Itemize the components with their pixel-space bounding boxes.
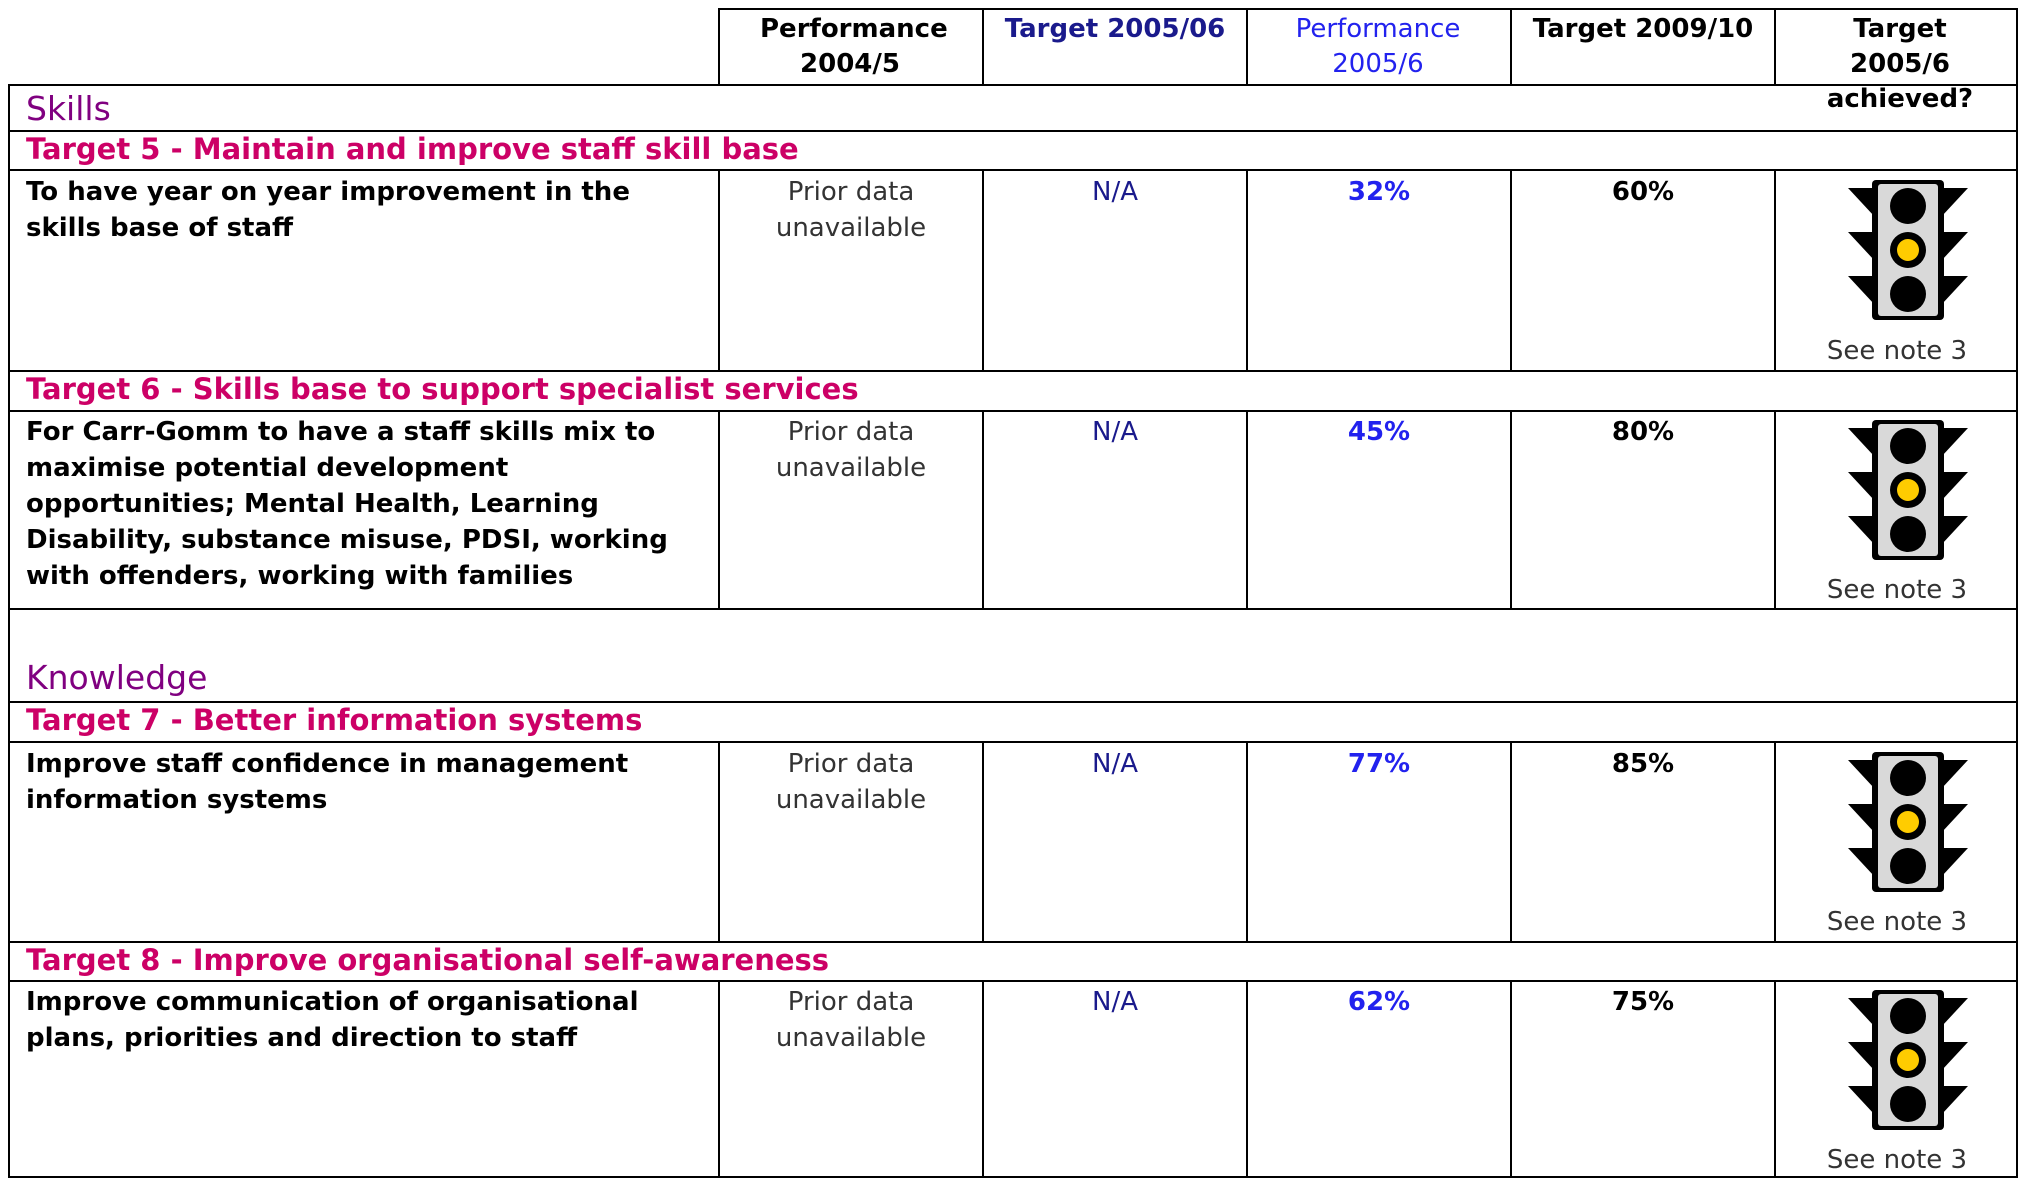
performance-2004-5-value: Prior data unavailable: [775, 417, 927, 483]
target-2009-10-value: 85%: [1611, 749, 1675, 779]
table-left-border: [8, 84, 10, 1178]
see-note-label: See note 3: [1826, 907, 1968, 937]
performance-2005-6-value: 45%: [1347, 417, 1411, 447]
column-divider: [718, 8, 720, 86]
see-note-label: See note 3: [1826, 1145, 1968, 1175]
performance-2004-5-value: Prior data unavailable: [775, 177, 927, 243]
traffic-light-amber-icon: [1848, 180, 1968, 320]
target-2005-06-value: N/A: [1092, 177, 1138, 207]
see-note-label: See note 3: [1826, 336, 1968, 366]
target-title: Target 8 - Improve organisational self-awareness: [26, 943, 830, 977]
target-2009-10-value: 60%: [1611, 177, 1675, 207]
header-target-2009-10: Target 2009/10: [1532, 14, 1754, 44]
section-title: Skills: [26, 89, 111, 128]
row-divider: [8, 741, 2018, 743]
performance-2004-5-value: Prior data unavailable: [775, 987, 927, 1053]
traffic-light-amber-icon: [1848, 990, 1968, 1130]
row-divider: [8, 410, 2018, 412]
traffic-light-amber-icon: [1848, 752, 1968, 892]
target-2009-10-value: 80%: [1611, 417, 1675, 447]
target-2005-06-value: N/A: [1092, 749, 1138, 779]
header-performance-2005-6: Performance 2005/6: [1295, 14, 1461, 79]
target-title: Target 6 - Skills base to support specialist services: [26, 372, 859, 406]
target-description: To have year on year improvement in the skills base of staff: [26, 177, 630, 243]
see-note-label: See note 3: [1826, 575, 1968, 605]
target-description: Improve communication of organisational plans, priorities and direction to staff: [26, 987, 639, 1053]
header-target-2005-06: Target 2005/06: [1004, 14, 1226, 44]
header-target-achieved: Target 2005/6 achieved?: [1826, 14, 1974, 114]
column-divider: [1246, 8, 1248, 86]
column-divider: [1774, 8, 1776, 86]
header-bottom-border: [8, 84, 2018, 86]
performance-2005-6-value: 62%: [1347, 987, 1411, 1017]
row-divider: [8, 608, 2018, 610]
target-title: Target 7 - Better information systems: [26, 703, 643, 737]
target-title: Target 5 - Maintain and improve staff skill base: [26, 132, 799, 166]
traffic-light-amber-icon: [1848, 420, 1968, 560]
row-divider: [8, 980, 2018, 982]
target-description: Improve staff confidence in management information systems: [26, 749, 629, 815]
target-2005-06-value: N/A: [1092, 417, 1138, 447]
header-performance-2004-5: Performance 2004/5: [760, 14, 948, 79]
performance-2005-6-value: 77%: [1347, 749, 1411, 779]
row-divider: [8, 169, 2018, 171]
target-2005-06-value: N/A: [1092, 987, 1138, 1017]
performance-2005-6-value: 32%: [1347, 177, 1411, 207]
target-description: For Carr-Gomm to have a staff skills mix to maximise potential development opportunities; Mental Health, Learning Disability, substance misuse, PDSI, working with offenders, working with families: [26, 417, 668, 591]
target-2009-10-value: 75%: [1611, 987, 1675, 1017]
section-title: Knowledge: [26, 658, 208, 697]
performance-2004-5-value: Prior data unavailable: [775, 749, 927, 815]
